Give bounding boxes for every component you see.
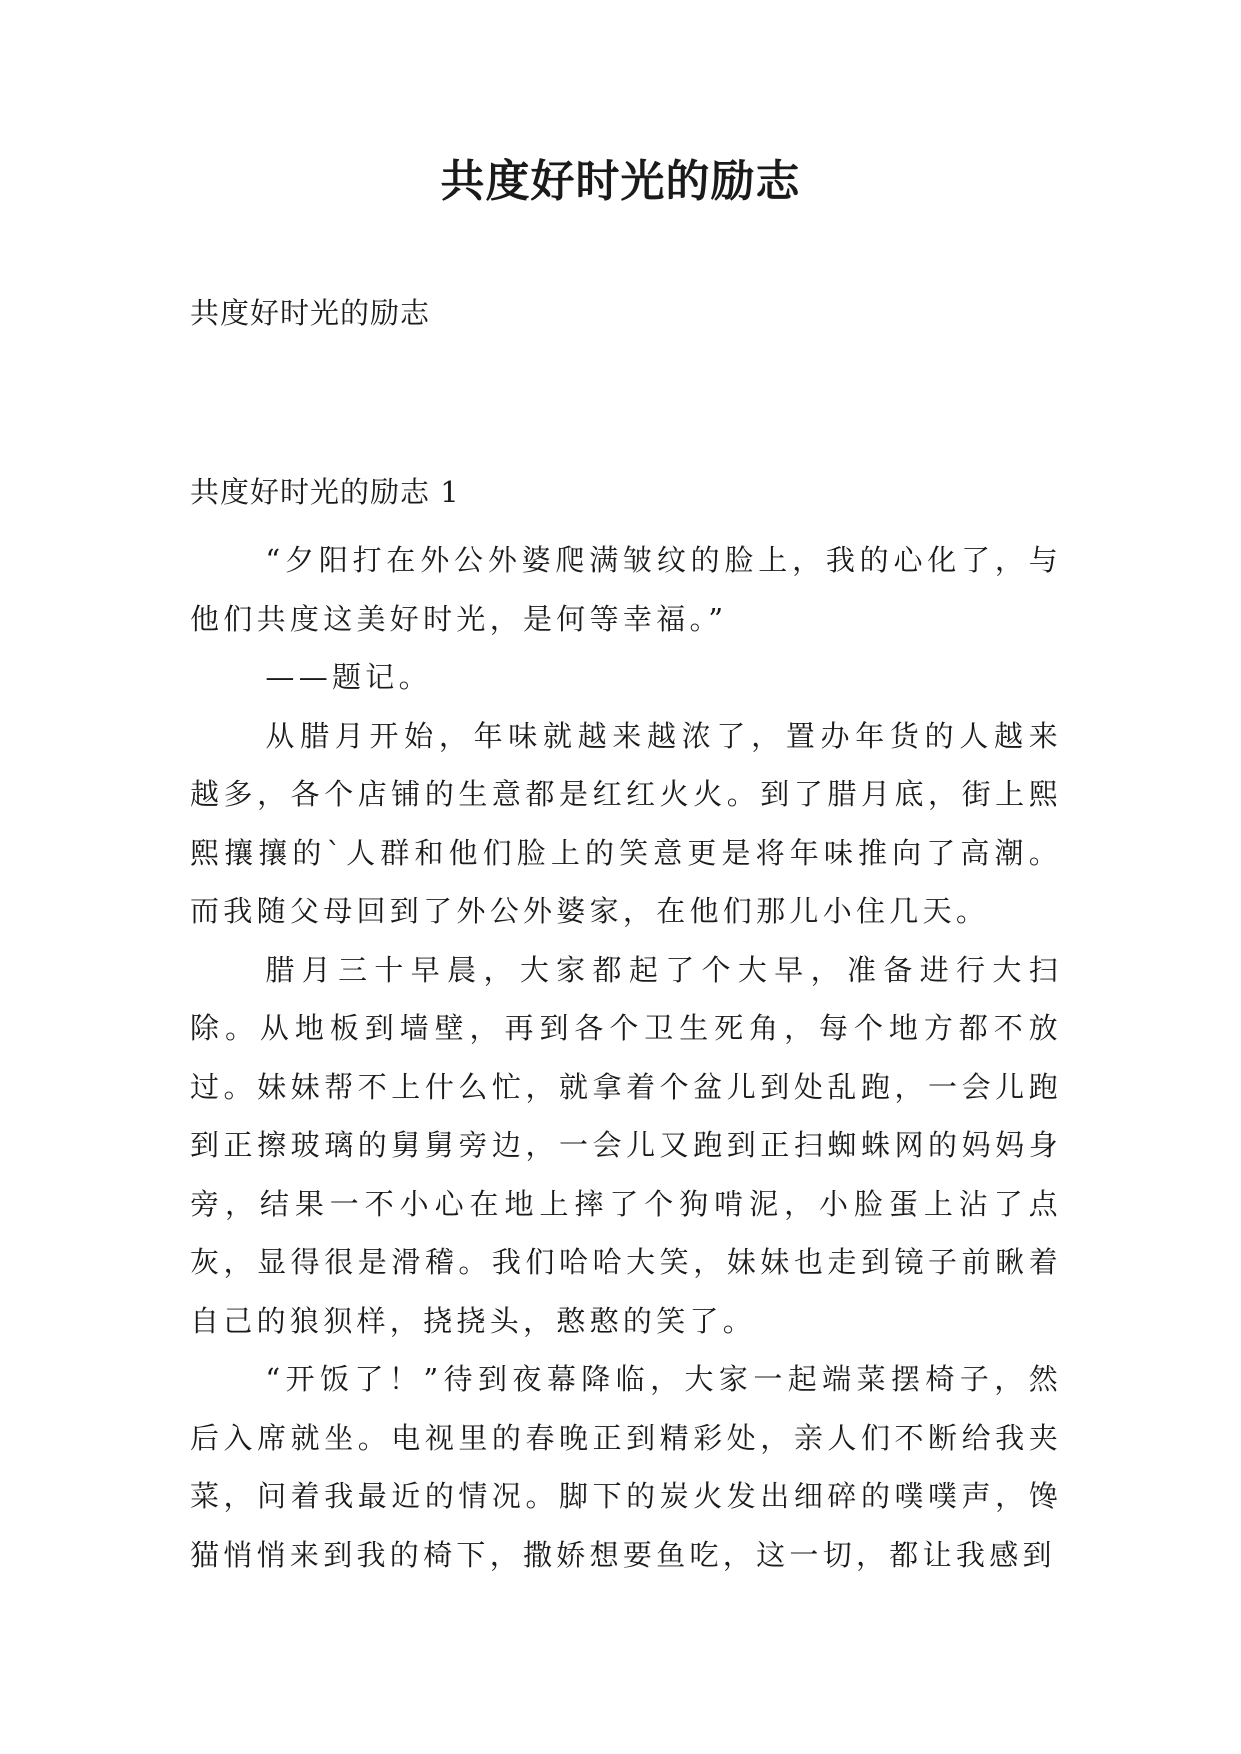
- document-subtitle: 共度好时光的励志: [190, 296, 431, 330]
- paragraph-epigraph: “夕阳打在外公外婆爬满皱纹的脸上，我的心化了，与他们共度这美好时光，是何等幸福。”: [190, 543, 1062, 636]
- paragraph: 腊月三十早晨，大家都起了个大早，准备进行大扫除。从地板到墙壁，再到各个卫生死角，每个地方都不放过。妹妹帮不上什么忙，就拿着个盆儿到处乱跑，一会儿跑到正擦玻璃的舅舅旁边，一会儿又跑到正扫蜘蛛网的妈妈身旁，结果一不小心在地上摔了个狗啃泥，小脸蛋上沾了点灰，显得很是滑稽。我们哈哈大笑，妹妹也走到镜子前瞅着自己的狼狈样，挠挠头，憨憨的笑了。: [190, 952, 1062, 1338]
- paragraph: “开饭了！”待到夜幕降临，大家一起端菜摆椅子，然后入席就坐。电视里的春晚正到精彩处，亲人们不断给我夹菜，问着我最近的情况。脚下的炭火发出细碎的噗噗声，馋猫悄悄来到我的椅下，撒娇想要鱼吃，这一切，都让我感到: [190, 1362, 1062, 1572]
- document-title: 共度好时光的励志: [440, 156, 801, 207]
- paragraph-epigraph-attribution: ——题记。: [265, 660, 432, 694]
- paragraph: 从腊月开始，年味就越来越浓了，置办年货的人越来越多，各个店铺的生意都是红红火火。到了腊月底，街上熙熙攘攘的`人群和他们脸上的笑意更是将年味推向了高潮。而我随父母回到了外公外婆家，在他们那儿小住几天。: [190, 718, 1062, 928]
- body-text: [190, 531, 1062, 1584]
- section-heading: 共度好时光的励志 1: [190, 475, 460, 509]
